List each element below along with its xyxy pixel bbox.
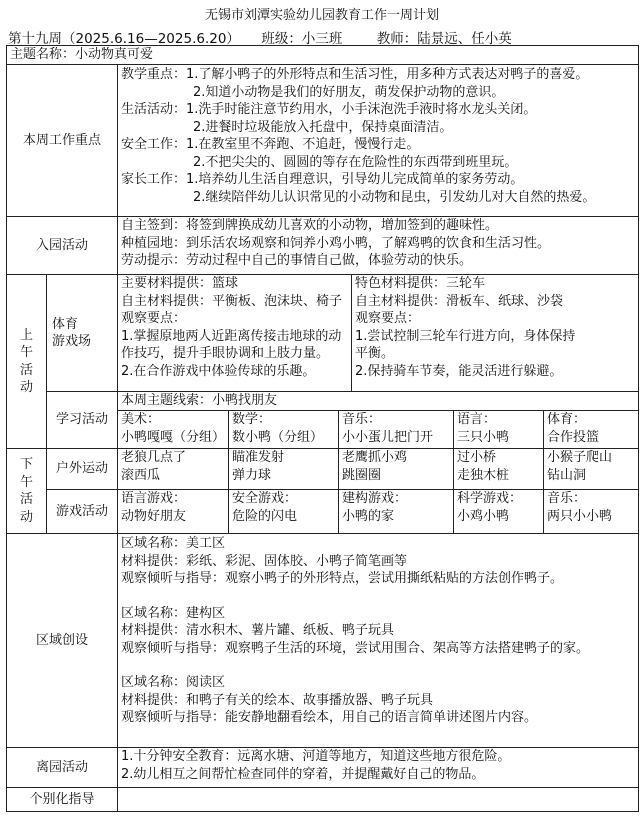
study-subject: 音乐： — [342, 412, 382, 427]
weekly-focus-content — [118, 65, 639, 217]
area-gap — [121, 588, 635, 605]
areas-label: 区域创设 — [7, 534, 118, 748]
morning-label — [7, 275, 47, 449]
morning-char: 活 — [19, 362, 33, 378]
outdoor-game: 老鹰抓小鸡 — [342, 450, 408, 465]
sports-right-line: 1.尝试控制三轮车行进方向，身体保持 — [355, 328, 576, 344]
weekly-focus-label: 本周工作重点 — [7, 65, 118, 217]
games-cell — [454, 490, 544, 534]
outdoor-row — [7, 449, 639, 490]
area-line: 材料提供：和鸭子有关的绘本、故事播放器、鸭子玩具 — [121, 692, 434, 708]
teacher-names: 教师：陆景远、任小英 — [376, 31, 512, 47]
sports-right-line: 特色材料提供：三轮车 — [355, 276, 486, 291]
games-cell — [339, 490, 454, 534]
outdoor-game: 过小桥 — [457, 450, 497, 465]
focus-line: 生活活动：1.洗手时能注意节约用水，小手沫泡洗手液时将水龙头关闭。 — [121, 102, 537, 117]
games-type: 科学游戏： — [457, 491, 523, 506]
games-row — [7, 490, 639, 534]
focus-line: 安全工作：1.在教室里不奔跑、不追赶，慢慢行走。 — [121, 137, 420, 152]
games-title: 小鸭的家 — [342, 508, 395, 524]
sports-left — [118, 275, 352, 392]
area-line: 材料提供：清水积木、薯片罐、纸板、鸭子玩具 — [121, 623, 395, 638]
document-title: 无锡市刘潭实验幼儿园教育工作一周计划 — [204, 8, 439, 23]
focus-line: 家长工作：1.培养幼儿生活自理意识，引导幼儿完成简单的家务劳动。 — [121, 172, 524, 187]
outdoor-game: 瞄准发射 — [232, 450, 285, 465]
morning-char: 动 — [19, 380, 33, 395]
outdoor-game: 滚西瓜 — [121, 467, 161, 483]
outdoor-cell — [454, 449, 544, 490]
games-cell — [229, 490, 339, 534]
sports-left-line: 作技巧，提升手眼协调和上肢力量。 — [121, 346, 330, 361]
sports-label — [47, 275, 118, 392]
sports-right-line: 观察要点： — [355, 311, 421, 326]
personal-label: 个别化指导 — [7, 788, 118, 812]
entry-line: 自主签到：将签到牌换成幼儿喜欢的小动物，增加签到的趣味性。 — [121, 218, 499, 233]
games-title: 动物好朋友 — [121, 508, 187, 524]
games-type: 建构游戏： — [342, 491, 408, 506]
games-title: 两只小小鸭 — [547, 508, 613, 524]
theme-row — [7, 46, 639, 65]
study-cell — [544, 411, 639, 449]
games-cell — [544, 490, 639, 534]
area-line: 观察倾听与指导：观察鸭子生活的环境，尝试用围合、架高等方法搭建鸭子的家。 — [121, 640, 590, 656]
afternoon-char: 活 — [19, 492, 33, 507]
outdoor-cell — [229, 449, 339, 490]
afternoon-char: 午 — [19, 474, 33, 490]
focus-line: 2.进餐时垃圾能放入托盘中，保持桌面清洁。 — [193, 119, 453, 135]
entry-line: 种植园地：到乐活农场观察和饲养小鸡小鸭，了解鸡鸭的饮食和生活习性。 — [121, 235, 551, 251]
theme-name: 主题名称：小动物真可爱 — [7, 46, 639, 65]
games-type: 安全游戏： — [232, 491, 298, 506]
focus-line: 2.知道小动物是我们的好朋友，萌发保护动物的意识。 — [193, 84, 505, 100]
games-title: 小鸡小鸭 — [457, 508, 510, 524]
areas-content — [118, 534, 639, 748]
outdoor-game: 钻山洞 — [547, 467, 587, 483]
area-line: 区域名称：美工区 — [121, 536, 226, 551]
area-gap — [121, 657, 635, 674]
afternoon-char: 下 — [19, 457, 33, 472]
outdoor-game: 弹力球 — [232, 467, 272, 483]
study-theme-row — [7, 392, 639, 411]
area-line: 区域名称：阅读区 — [121, 675, 226, 690]
study-cell — [454, 411, 544, 449]
study-topic: 数小鸭（分组） — [232, 429, 324, 445]
sports-right-line: 2.保持骑车节奏，能灵活进行躲避。 — [355, 363, 563, 379]
focus-line: 教学重点：1.了解小鸭子的外形特点和生活习性，用多种方式表达对鸭子的喜爱。 — [121, 67, 589, 82]
study-cell — [229, 411, 339, 449]
sports-left-line: 观察要点： — [121, 311, 187, 326]
focus-line: 2.不把尖尖的、圆圆的等存在危险性的东西带到班里玩。 — [193, 154, 518, 170]
outdoor-game: 走独木桩 — [457, 467, 510, 483]
study-topic: 小小蛋儿把门开 — [342, 429, 434, 445]
outdoor-cell — [544, 449, 639, 490]
sports-right — [352, 275, 639, 392]
outdoor-cell — [339, 449, 454, 490]
study-cell — [118, 411, 229, 449]
morning-char: 上 — [19, 327, 33, 343]
study-topic: 小鸭嘎嘎（分组） — [121, 429, 226, 445]
outdoor-game: 老狼几点了 — [121, 450, 187, 465]
week-range: 第十九周（2025.6.16—2025.6.20） — [8, 31, 240, 47]
personal-content — [118, 788, 639, 812]
morning-char: 午 — [19, 345, 33, 360]
morning-sports-row — [7, 275, 639, 392]
weekly-plan-table — [6, 45, 639, 812]
leave-line: 1.十分钟安全教育：远离水塘、河道等地方，知道这些地方很危险。 — [121, 749, 511, 764]
games-label: 游戏活动 — [47, 490, 118, 534]
study-topic: 合作投篮 — [547, 429, 600, 445]
sports-left-line: 2.在合作游戏中体验传球的乐趣。 — [121, 363, 316, 379]
games-cell — [118, 490, 229, 534]
personal-row — [7, 788, 639, 812]
class-name: 班级：小三班 — [261, 31, 343, 47]
study-subject: 数学： — [232, 412, 272, 427]
afternoon-char: 动 — [19, 509, 33, 525]
entry-line: 劳动提示：劳动过程中自己的事情自己做，体验劳动的快乐。 — [121, 253, 473, 268]
entry-label: 入园活动 — [7, 217, 118, 275]
games-type: 音乐： — [547, 491, 587, 506]
info-row — [8, 27, 638, 47]
sports-label-line: 体育 — [52, 316, 79, 332]
leave-row — [7, 748, 639, 788]
study-subject: 美术： — [121, 412, 161, 427]
areas-row — [7, 534, 639, 748]
study-label: 学习活动 — [47, 392, 118, 449]
games-title: 危险的闪电 — [232, 508, 298, 524]
leave-line: 2.幼儿相互之间帮忙检查同伴的穿着，并提醒戴好自己的物品。 — [121, 766, 485, 782]
outdoor-label: 户外运动 — [47, 449, 118, 490]
sports-label-line: 游戏场 — [52, 334, 92, 349]
games-type: 语言游戏： — [121, 491, 187, 506]
weekly-focus-row — [7, 65, 639, 217]
study-cell — [339, 411, 454, 449]
sports-left-line: 1.掌握原地两人近距离传接击地球的动 — [121, 328, 342, 344]
focus-line: 2.继续陪伴幼儿认识常见的小动物和昆虫，引发幼儿对大自然的热爱。 — [193, 189, 596, 205]
area-line: 观察倾听与指导：能安静地翻看绘本，用自己的语言简单讲述图片内容。 — [121, 710, 538, 725]
leave-label: 离园活动 — [7, 748, 118, 788]
study-subject: 体育： — [547, 412, 587, 427]
area-line: 材料提供：彩纸、彩泥、固体胶、小鸭子简笔画等 — [121, 553, 408, 569]
entry-row — [7, 217, 639, 275]
study-topic: 三只小鸭 — [457, 429, 510, 445]
outdoor-game: 小猴子爬山 — [547, 450, 613, 465]
study-subject: 语言： — [457, 412, 497, 427]
leave-content — [118, 748, 639, 788]
sports-left-line: 自主材料提供：平衡板、泡沫块、椅子 — [121, 293, 343, 309]
study-theme-line: 本周主题线索：小鸭找朋友 — [118, 392, 639, 411]
sports-left-line: 主要材料提供：篮球 — [121, 276, 239, 291]
afternoon-label — [7, 449, 47, 534]
entry-content — [118, 217, 639, 275]
sports-right-line: 自主材料提供：滑板车、纸球、沙袋 — [355, 293, 564, 309]
outdoor-game: 跳圈圈 — [342, 467, 382, 483]
area-line: 区域名称：建构区 — [121, 605, 226, 621]
area-line: 观察倾听与指导：观察小鸭子的外形特点，尝试用撕纸粘贴的方法创作鸭子。 — [121, 571, 564, 586]
outdoor-cell — [118, 449, 229, 490]
sports-right-line: 平衡。 — [355, 346, 395, 361]
